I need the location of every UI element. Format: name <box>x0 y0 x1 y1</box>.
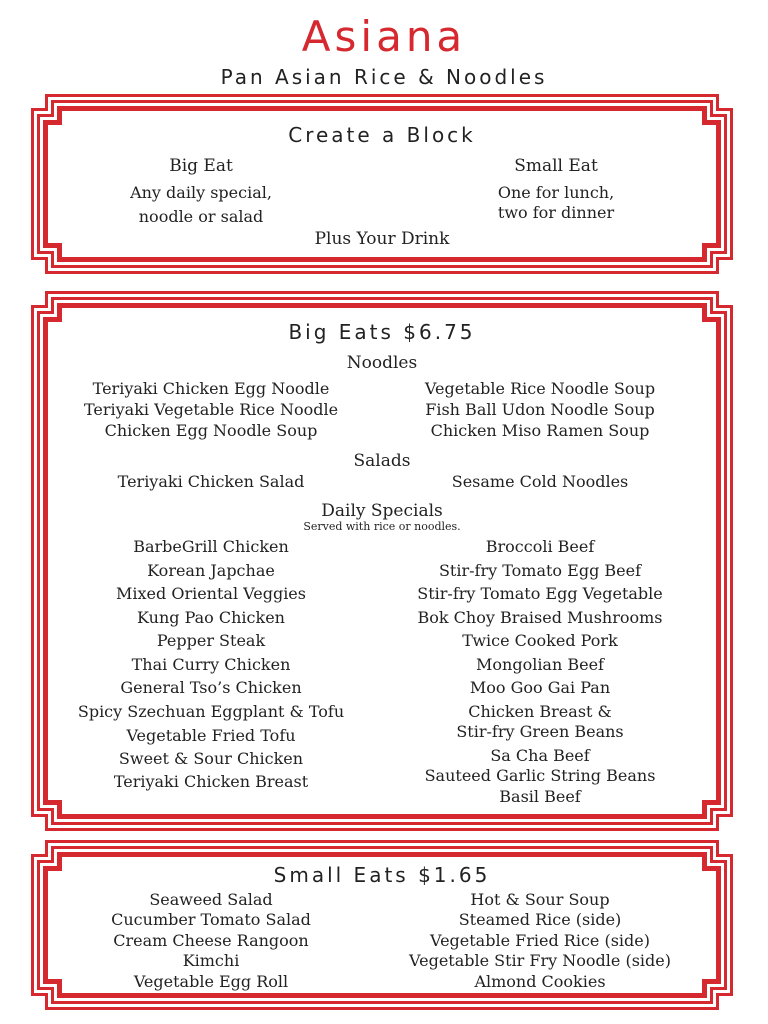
small-eats-heading: Small Eats $1.65 <box>273 863 491 887</box>
big-eats-heading: Big Eats $6.75 <box>288 320 476 344</box>
small-eat-desc-line-1: One for lunch, <box>497 183 615 202</box>
special-item: Spicy Szechuan Eggplant & Tofu <box>77 702 345 721</box>
big-eat-desc-line-1: Any daily special, <box>130 183 272 202</box>
small-eat-item: Hot & Sour Soup <box>470 890 610 909</box>
small-eat-item: Steamed Rice (side) <box>458 910 622 929</box>
noodles-label: Noodles <box>346 353 418 373</box>
special-item: General Tso’s Chicken <box>120 678 302 697</box>
create-block-heading: Create a Block <box>288 123 476 147</box>
special-item: Sweet & Sour Chicken <box>118 749 304 768</box>
noodle-item: Chicken Miso Ramen Soup <box>430 421 650 440</box>
small-eat-desc-line-2: two for dinner <box>497 203 615 222</box>
restaurant-title: Asiana <box>301 12 467 61</box>
small-eat-label: Small Eat <box>514 156 598 176</box>
restaurant-subtitle: Pan Asian Rice & Noodles <box>220 65 548 89</box>
special-item: Moo Goo Gai Pan <box>469 678 611 697</box>
daily-specials-note: Served with rice or noodles. <box>303 520 461 533</box>
noodle-item: Teriyaki Chicken Egg Noodle <box>92 379 330 398</box>
big-eats-panel <box>31 291 733 831</box>
small-eats-panel <box>31 840 733 1010</box>
special-item: Broccoli Beef <box>485 537 595 556</box>
salads-label: Salads <box>353 451 411 471</box>
noodle-item: Fish Ball Udon Noodle Soup <box>425 400 655 419</box>
special-item: Stir-fry Green Beans <box>456 722 624 741</box>
big-eat-desc-line-2: noodle or salad <box>138 207 264 226</box>
noodle-item: Teriyaki Vegetable Rice Noodle <box>83 400 339 419</box>
create-block-panel <box>31 94 733 274</box>
special-item: Twice Cooked Pork <box>462 631 618 650</box>
noodle-item: Vegetable Rice Noodle Soup <box>424 379 656 398</box>
small-eat-item: Cream Cheese Rangoon <box>113 931 309 950</box>
big-eat-label: Big Eat <box>169 156 233 176</box>
special-item: Chicken Breast & <box>468 702 612 721</box>
daily-specials-label: Daily Specials <box>321 501 443 521</box>
special-item: Kung Pao Chicken <box>137 608 285 627</box>
special-item: Sa Cha Beef <box>490 746 590 765</box>
special-item: Bok Choy Braised Mushrooms <box>417 608 663 627</box>
special-item: Basil Beef <box>499 787 581 806</box>
special-item: Mixed Oriental Veggies <box>116 584 306 603</box>
small-eat-item: Cucumber Tomato Salad <box>111 910 311 929</box>
special-item: Stir-fry Tomato Egg Vegetable <box>417 584 663 603</box>
special-item: Teriyaki Chicken Breast <box>113 772 309 791</box>
small-eat-item: Vegetable Fried Rice (side) <box>429 931 650 950</box>
small-eat-item: Vegetable Egg Roll <box>133 972 289 991</box>
small-eat-item: Almond Cookies <box>474 972 606 991</box>
special-item: Mongolian Beef <box>476 655 604 674</box>
special-item: Thai Curry Chicken <box>131 655 291 674</box>
small-eat-item: Kimchi <box>182 951 240 970</box>
salad-item: Teriyaki Chicken Salad <box>117 472 305 491</box>
plus-your-drink: Plus Your Drink <box>314 229 450 249</box>
special-item: Sauteed Garlic String Beans <box>424 766 656 785</box>
noodle-item: Chicken Egg Noodle Soup <box>104 421 318 440</box>
special-item: BarbeGrill Chicken <box>133 537 289 556</box>
special-item: Vegetable Fried Tofu <box>126 726 296 745</box>
special-item: Pepper Steak <box>156 631 266 650</box>
salad-item: Sesame Cold Noodles <box>451 472 629 491</box>
small-eat-item: Seaweed Salad <box>149 890 273 909</box>
small-eat-item: Vegetable Stir Fry Noodle (side) <box>409 951 671 970</box>
special-item: Stir-fry Tomato Egg Beef <box>438 561 642 580</box>
special-item: Korean Japchae <box>147 561 275 580</box>
